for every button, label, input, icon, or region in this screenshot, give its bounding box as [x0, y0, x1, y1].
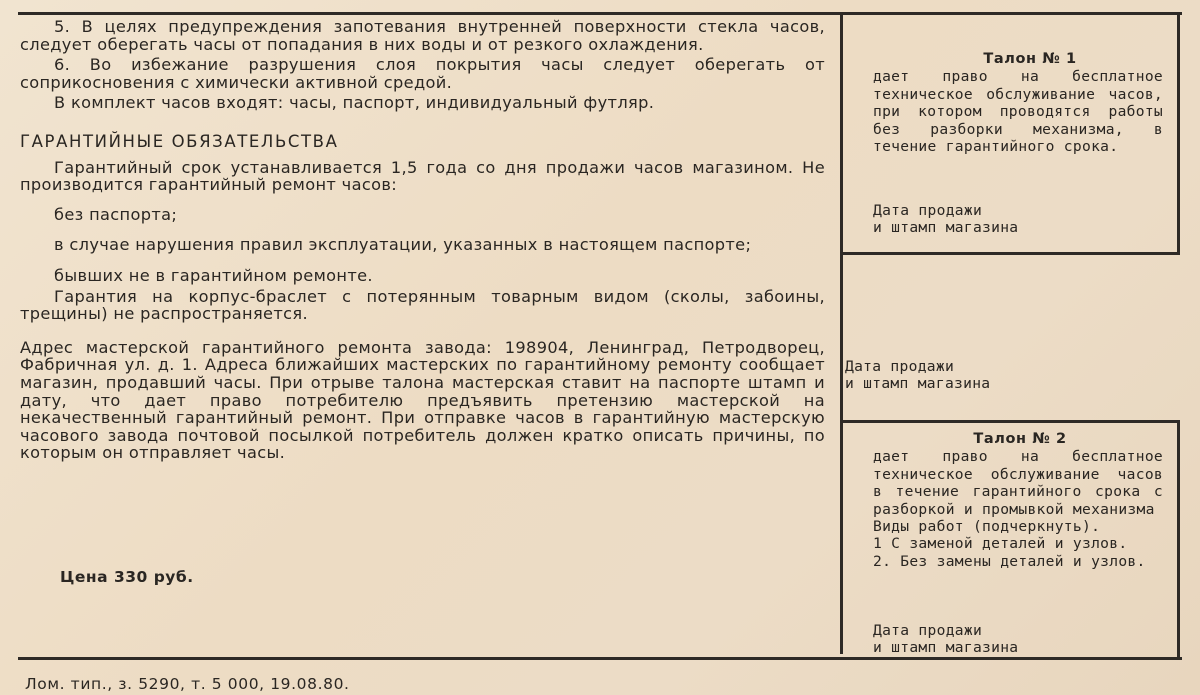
- paragraph-6: 6. Во избежание разрушения слоя покрытия часы следует оберегать от соприкосновения с химически активной средой.: [20, 55, 825, 92]
- talon-2-date-label: Дата продажи: [873, 622, 983, 639]
- middle-date-label: Дата продажи: [845, 358, 955, 375]
- middle-sale-stamp: [845, 358, 990, 393]
- talon-2-sale-stamp: [873, 622, 1018, 657]
- talon-2-option-without-parts: 2. Без замены деталей и узлов.: [873, 552, 1146, 570]
- talon-2-work-types: Виды работ (подчеркнуть).: [873, 518, 1101, 536]
- talon-2-body: дает право на бесплатное техническое обслуживание часов в течение гарантийного срока с разборкой и промывкой механизма: [873, 448, 1163, 518]
- exclusion-repaired: бывших не в гарантийном ремонте.: [54, 265, 373, 285]
- talon-1-coupon: [843, 12, 1180, 255]
- repair-address: Адрес мастерской гарантийного ремонта завода: 198904, Ленинград, Петродворец, Фабричная ул. д. 1. Адреса ближайших мастерских по гарантийному ремонту сообщает магазин, продавший часы. При отрыве талона мастерская ставит на паспорте штамп и дату, что дает право потребителю предъявить претензию мастерской на некачественный гарантийный ремонт. При отправке часов в гарантийную мастерскую часового завода почтовой посылкой потребитель должен кратко описать причины, по которым он отправляет часы.: [20, 337, 825, 463]
- talon-2-coupon: [843, 420, 1180, 657]
- bracelet-clause: Гарантия на корпус-браслет с потерянным товарным видом (сколы, забоины, трещины) не распространяется.: [20, 286, 825, 324]
- talon-2-option-with-parts: 1 С заменой деталей и узлов.: [873, 535, 1128, 553]
- warranty-text-column: [20, 18, 825, 462]
- paragraph-5: 5. В целях предупреждения запотевания внутренней поверхности стекла часов, следует оберегать часы от попадания в них воды и от резкого охлаждения.: [20, 17, 825, 54]
- talon-1-sale-stamp: [873, 202, 1018, 237]
- price-label: Цена 330 руб.: [60, 568, 194, 586]
- exclusion-rules-violation: в случае нарушения правил эксплуатации, указанных в настоящем паспорте;: [54, 235, 752, 255]
- talon-1-date-label: Дата продажи: [873, 202, 983, 219]
- talon-2-stamp-label: и штамп магазина: [873, 639, 1019, 657]
- talon-1-body: дает право на бесплатное техническое обслуживание часов, при котором проводятся работы без разборки механизма, в течение гарантийного срока.: [873, 68, 1163, 156]
- talon-1-title: Талон № 1: [983, 51, 1077, 67]
- print-imprint: Лом. тип., з. 5290, т. 5 000, 19.08.80.: [25, 675, 350, 693]
- middle-stamp-label: и штамп магазина: [845, 375, 991, 393]
- talon-2-title: Талон № 2: [973, 431, 1067, 447]
- talon-1-stamp-label: и штамп магазина: [873, 219, 1019, 237]
- warranty-intro: Гарантийный срок устанавливается 1,5 года со дня продажи часов магазином. Не производится гарантийный ремонт часов:: [20, 157, 825, 195]
- section-title: ГАРАНТИЙНЫЕ ОБЯЗАТЕЛЬСТВА: [20, 131, 339, 151]
- exclusion-no-passport: без паспорта;: [54, 204, 178, 224]
- kit-contents: В комплект часов входят: часы, паспорт, индивидуальный футляр.: [54, 93, 655, 113]
